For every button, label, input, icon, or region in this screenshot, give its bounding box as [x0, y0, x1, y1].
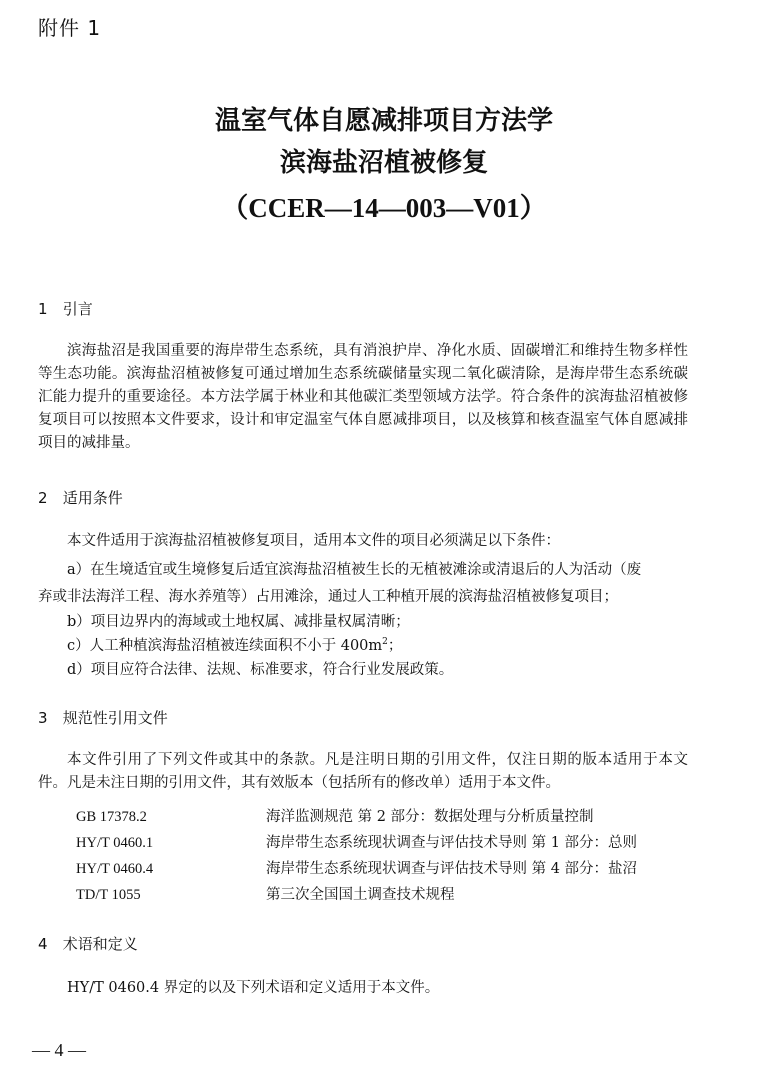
- section-title: 适用条件: [62, 489, 123, 507]
- reference-title: 海洋监测规范 第 2 部分：数据处理与分析质量控制: [266, 809, 594, 825]
- superscript: 2: [382, 637, 388, 648]
- attachment-label: 附件 1: [38, 16, 102, 40]
- document-code: （CCER—14—003—V01）: [221, 193, 547, 223]
- reference-row: [76, 883, 455, 904]
- page-number: — 4 —: [32, 1040, 86, 1060]
- section-4-paragraph: HY/T 0460.4 界定的以及下列术语和定义适用于本文件。: [67, 980, 440, 996]
- section-number: 2: [38, 489, 48, 507]
- section-4-heading: [38, 933, 138, 954]
- section-number: 4: [38, 935, 48, 953]
- section-title: 术语和定义: [62, 935, 138, 953]
- condition-a-line1: a）在生境适宜或生境修复后适宜滨海盐沼植被生长的无植被滩涂或清退后的人为活动（废: [67, 562, 642, 578]
- document-title-line2: 滨海盐沼植被修复: [279, 148, 488, 178]
- section-1-paragraph: 滨海盐沼是我国重要的海岸带生态系统，具有消浪护岸、净化水质、固碳增汇和维持生物多样性等生态功能。滨海盐沼植被修复可通过增加生态系统碳储量实现二氧化碳清除，是海岸带生态系统碳汇能力提升的重要途径。本方法学属于林业和其他碳汇类型领域方法学。符合条件的滨海盐沼植被修复项目可以按照本文件要求，设计和审定温室气体自愿减排项目，以及核算和核查温室气体自愿减排项目的减排量。: [38, 343, 688, 451]
- section-number: 1: [38, 300, 48, 318]
- reference-code: TD/T 1055: [76, 887, 141, 903]
- condition-a-line2: 弃或非法海洋工程、海水养殖等）占用滩涂，通过人工种植开展的滨海盐沼植被修复项目；: [38, 589, 618, 605]
- reference-row: [76, 831, 637, 852]
- reference-code: HY/T 0460.1: [76, 835, 154, 851]
- reference-code: GB 17378.2: [76, 809, 147, 825]
- section-title: 规范性引用文件: [62, 709, 168, 727]
- condition-d: d）项目应符合法律、法规、标准要求，符合行业发展政策。: [67, 662, 454, 678]
- reference-row: [76, 857, 637, 878]
- condition-c-end: ；: [387, 638, 403, 654]
- section-3-paragraph: 本文件引用了下列文件或其中的条款。凡是注明日期的引用文件，仅注日期的版本适用于本文件。凡是未注日期的引用文件，其有效版本（包括所有的修改单）适用于本文件。: [38, 752, 688, 791]
- condition-c: [67, 634, 402, 655]
- section-number: 3: [38, 709, 48, 727]
- reference-title: 海岸带生态系统现状调查与评估技术导则 第 4 部分：盐沼: [266, 861, 638, 877]
- document-title-line1: 温室气体自愿减排项目方法学: [214, 106, 553, 136]
- reference-title: 海岸带生态系统现状调查与评估技术导则 第 1 部分：总则: [266, 835, 638, 851]
- condition-b: b）项目边界内的海域或土地权属、减排量权属清晰；: [67, 614, 410, 630]
- section-3-heading: [38, 707, 168, 728]
- section-2-intro: 本文件适用于滨海盐沼植被修复项目，适用本文件的项目必须满足以下条件：: [67, 533, 560, 549]
- reference-code: HY/T 0460.4: [76, 861, 154, 877]
- section-1-heading: [38, 298, 93, 319]
- section-title: 引言: [62, 300, 93, 318]
- section-2-heading: [38, 487, 123, 508]
- condition-c-text: c）人工种植滨海盐沼植被连续面积不小于 400m: [67, 638, 383, 654]
- reference-row: [76, 805, 594, 826]
- reference-title: 第三次全国国土调查技术规程: [266, 887, 455, 903]
